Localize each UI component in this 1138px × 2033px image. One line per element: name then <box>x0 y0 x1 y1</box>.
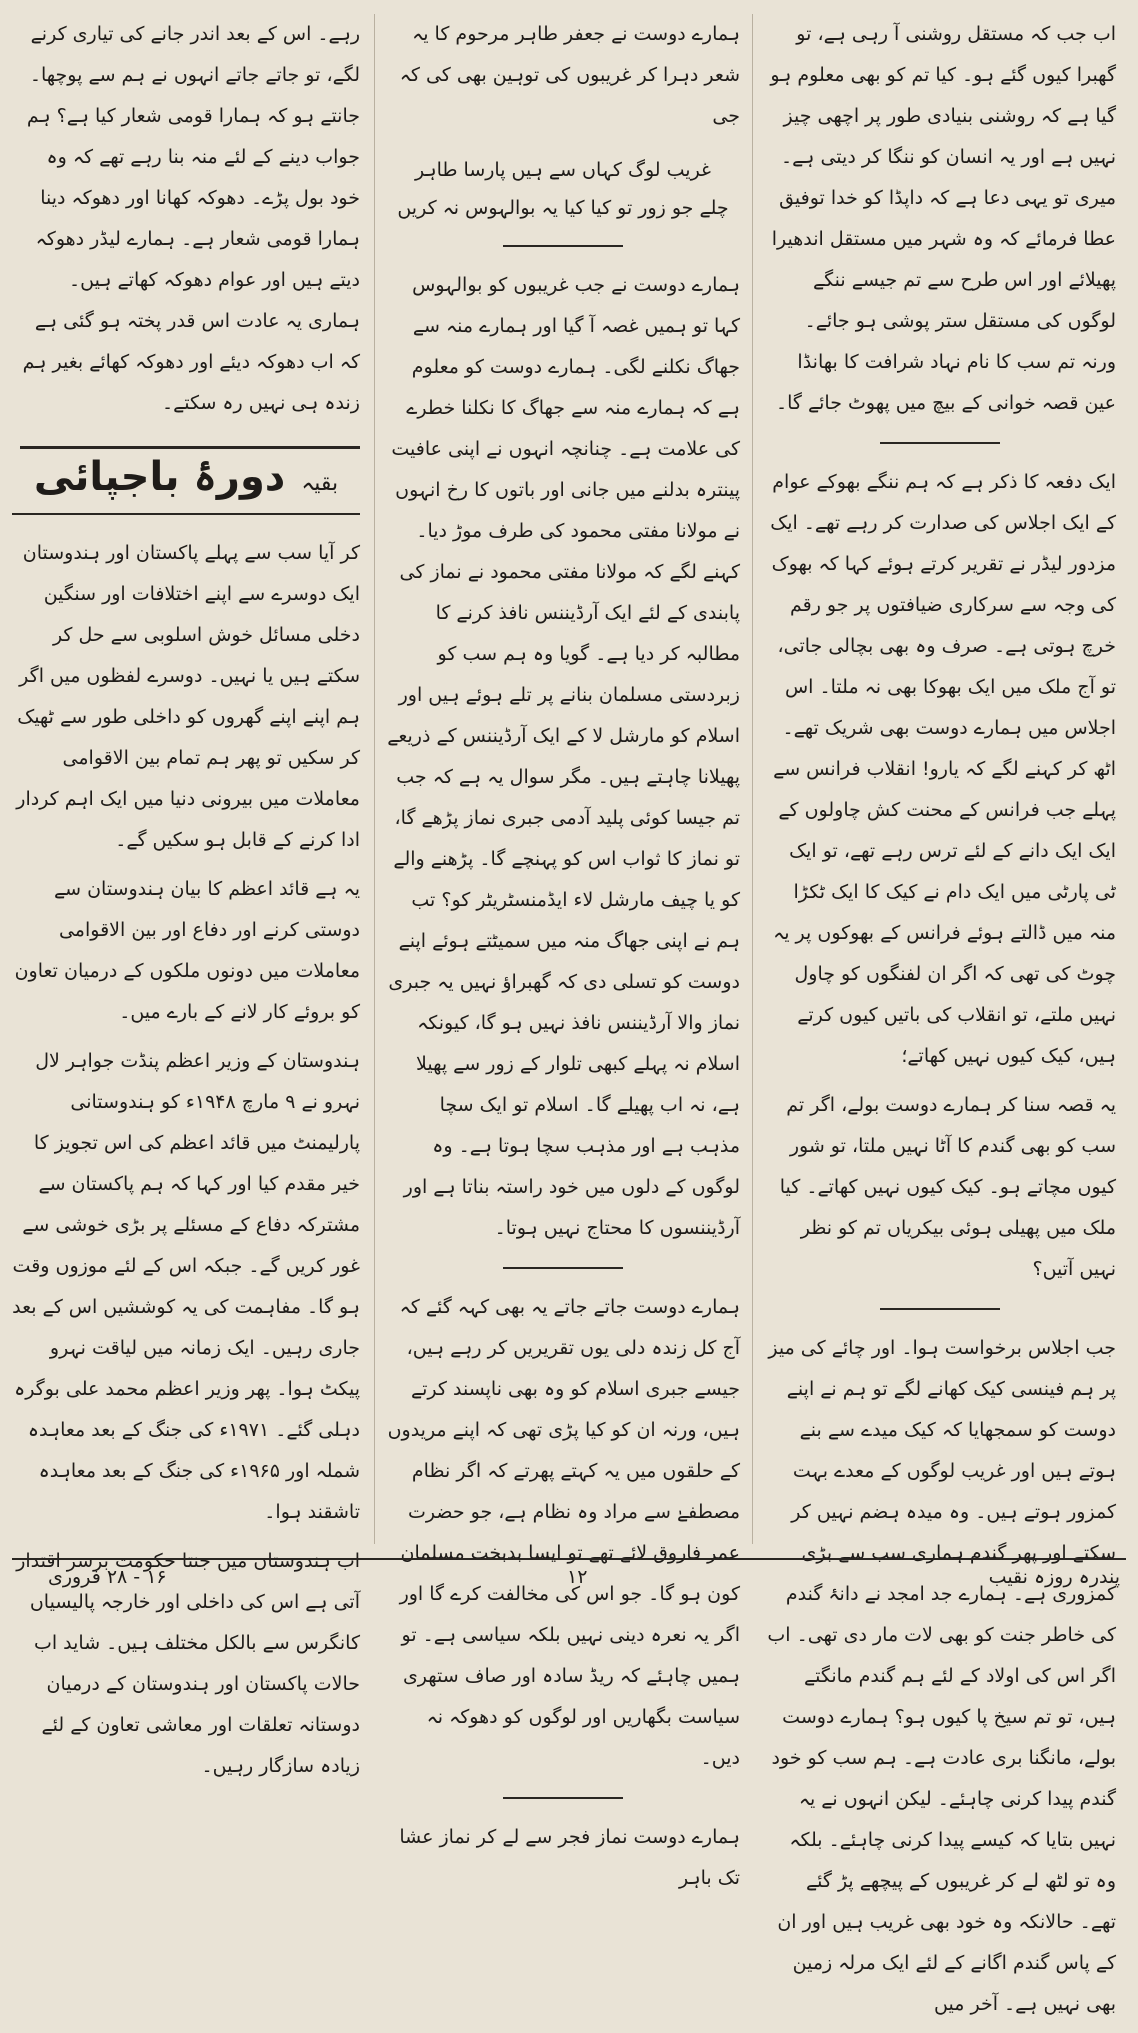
page-footer <box>12 1558 1126 1594</box>
heading-prefix: بقیہ <box>301 471 339 496</box>
section-divider <box>880 1308 1000 1310</box>
paragraph: ایک دفعہ کا ذکر ہے کہ ہم ننگے بھوکے عوام کے ایک اجلاس کی صدارت کر رہے تھے۔ ایک مزدور لیڈر نے تقریر کرتے ہوئے کہا کہ بھوک کی وجہ سے سرکاری ضیافتوں پر جو رقم خرچ ہوتی ہے۔ صرف وہ بھی بچالی جاتی، تو آج ملک میں ایک بھوکا بھی نہ ملتا۔ اس اجلاس میں ہمارے دوست بھی شریک تھے۔ اٹھ کر کہنے لگے کہ یارو! انقلاب فرانس سے پہلے جب فرانس کے محنت کش چاولوں کے ایک ایک دانے کے لئے ترس رہے تھے، تو ایک ٹی پارٹی میں ایک دام نے کیک کا ایک ٹکڑا منہ میں ڈالتے ہوئے فرانس کے بھوکوں پر یہ چوٹ کی تھی کہ اگر ان لفنگوں کو چاول نہیں ملتے، تو انقلاب کی باتیں کیوں کرتے ہیں، کیک کیوں نہیں کھاتے؛ <box>770 471 1116 1067</box>
paragraph: ہمارے دوست نماز فجر سے لے کر نماز عشا تک باہر <box>399 1826 740 1889</box>
paragraph: ہندوستان کے وزیر اعظم پنڈت جواہر لال نہرو نے ۹ مارچ ۱۹۴۸ء کو ہندوستانی پارلیمنٹ میں قائد اعظم کی اس تجویز کا خیر مقدم کیا اور کہا کہ ہم پاکستان سے مشترکہ دفاع کے مسئلے پر بڑی خوشی سے غور کریں گے۔ جبکہ اس کے لئے موزوں وقت ہو گا۔ مفاہمت کی یہ کوششیں اس کے بعد جاری رہیں۔ ایک زمانہ میں لیاقت نہرو پیکٹ ہوا۔ پھر وزیر اعظم محمد علی بوگرہ دہلی گئے۔ ۱۹۷۱ء کی جنگ کے بعد معاہدہ شملہ اور ۱۹۶۵ء کی جنگ کے بعد معاہدہ تاشقند ہوا۔ <box>12 1050 360 1523</box>
section-divider <box>503 245 623 247</box>
column-separator <box>374 14 375 1544</box>
paragraph: یہ ہے قائد اعظم کا بیان ہندوستان سے دوستی کرنے اور دفاع اور بین الاقوامی معاملات میں دونوں ملکوں کے درمیان تعاون کو بروئے کار لانے کے بارے میں۔ <box>14 878 360 1023</box>
section-divider <box>503 1797 623 1799</box>
paragraph: ہمارے دوست نے جعفر طاہر مرحوم کا یہ شعر دہرا کر غریبوں کی توہین بھی کی کہ جی <box>399 23 740 127</box>
column-right <box>764 14 1116 2033</box>
publication-name: پندرہ روزہ نقیب <box>988 1566 1120 1588</box>
paragraph: کر آیا سب سے پہلے پاکستان اور ہندوستان ایک دوسرے سے اپنے اختلافات اور سنگین دخلی مسائل خوش اسلوبی سے حل کر سکتے ہیں یا نہیں۔ دوسرے لفظوں میں اگر ہم اپنے اپنے گھروں کو داخلی طور سے ٹھیک کر سکیں تو پھر ہم تمام بین الاقوامی معاملات میں بیرونی دنیا میں ایک اہم کردار ادا کرنے کے قابل ہو سکیں گے۔ <box>16 542 360 851</box>
paragraph: یہ قصہ سنا کر ہمارے دوست بولے، اگر تم سب کو بھی گندم کا آٹا نہیں ملتا، تو شور کیوں مچاتے ہو۔ کیک کیوں نہیں کھاتے۔ کیا ملک میں پھیلی ہوئی بیکریاں تم کو نظر نہیں آتیں؟ <box>779 1094 1116 1280</box>
paragraph: اب ہندوستان میں جنتا حکومت برسر اقتدار آتی ہے اس کی داخلی اور خارجہ پالیسیاں کانگرس سے بالکل مختلف ہیں۔ شاید اب حالات پاکستان اور ہندوستان کے درمیان دوستانہ تعلقات اور معاشی تعاون کے لئے زیادہ سازگار رہیں۔ <box>16 1550 360 1777</box>
verse-line: غریب لوگ کہاں سے ہیں پارسا طاہر <box>414 159 711 181</box>
heading-title: دورۂ باجپائی <box>33 454 286 500</box>
paragraph: ہمارے دوست جاتے جاتے یہ بھی کہہ گئے کہ آج کل زندہ دلی یوں تقریریں کر رہے ہیں، جیسے جبری اسلام کو وہ بھی ناپسند کرتے ہیں، ورنہ ان کو کیا پڑی تھی کہ اپنے مریدوں کے حلقوں میں یہ کہتے پھرتے کہ اگر نظام مصطفےٰ سے مراد وہ نظام ہے، جو حضرت عمر فاروق لائے تھے تو ایسا بدبخت مسلمان کون ہو گا۔ جو اس کی مخالفت کرے گا اور اگر یہ نعرہ دینی نہیں بلکہ سیاسی ہے۔ تو ہمیں چاہئے کہ ریڈ سادہ اور صاف ستھری سیاست بگھاریں اور لوگوں کو دھوکہ نہ دیں۔ <box>387 1296 740 1769</box>
article-heading <box>12 454 360 515</box>
verse-line: چلے جو زور تو کیا کیا یہ بوالہوس نہ کریں <box>397 197 729 219</box>
paragraph: جب اجلاس برخواست ہوا۔ اور چائے کی میز پر ہم فینسی کیک کھانے لگے تو ہم نے اپنے دوست کو سمجھایا کہ کیک میدے سے بنے ہوتے ہیں اور غریب لوگوں کے معدے بہت کمزور ہوتے ہیں۔ وہ میدہ ہضم نہیں کر سکتے اور پھر گندم ہماری سب سے بڑی کمزوری ہے۔ ہمارے جد امجد نے دانۂ گندم کی خاطر جنت کو بھی لات مار دی تھی۔ اب اگر اس کی اولاد کے لئے ہم گندم مانگتے ہیں، تو تم سیخ پا کیوں ہو؟ ہمارے دوست بولے، مانگنا بری عادت ہے۔ ہم سب کو خود گندم پیدا کرنی چاہئے۔ لیکن انہوں نے یہ نہیں بتایا کہ کیسے پیدا کرنی چاہئے۔ بلکہ وہ تو لٹھ لے کر غریبوں کے پیچھے پڑ گئے تھے۔ حالانکہ وہ خود بھی غریب ہیں اور ان کے پاس گندم اگانے کے لئے ایک مرلہ زمین بھی نہیں ہے۔ آخر میں <box>767 1337 1116 2015</box>
paragraph: ہمارے دوست نے جب غریبوں کو بوالہوس کہا تو ہمیں غصہ آ گیا اور ہمارے منہ سے جھاگ نکلنے لگی۔ ہمارے دوست کو معلوم ہے کہ ہمارے منہ سے جھاگ کا نکلنا خطرے کی علامت ہے۔ چنانچہ انہوں نے اپنی عافیت پینترہ بدلنے میں جانی اور باتوں کا رخ انہوں نے مولانا مفتی محمود کی طرف موڑ دیا۔ کہنے لگے کہ مولانا مفتی محمود نے نماز کی پابندی کے لئے ایک آرڈیننس نافذ کرنے کا مطالبہ کر دیا ہے۔ گویا وہ ہم سب کو زبردستی مسلمان بنانے پر تلے ہوئے ہیں اور اسلام کو مارشل لا کے ایک آرڈیننس کے ذریعے پھیلانا چاہتے ہیں۔ مگر سوال یہ ہے کہ جب تم جیسا کوئی پلید آدمی جبری نماز پڑھے گا، تو نماز کا ثواب اس کو پہنچے گا۔ پڑھنے والے کو یا چیف مارشل لاء ایڈمنسٹریٹر کو؟ تب ہم نے اپنی جھاگ منہ میں سمیٹتے ہوئے اپنے دوست کو تسلی دی کہ گھبراؤ نہیں یہ جبری نماز والا آرڈیننس نافذ نہیں ہو گا، کیونکہ اسلام نہ پہلے کبھی تلوار کے زور سے پھیلا ہے، نہ اب پھیلے گا۔ اسلام تو ایک سچا مذہب ہے اور مذہب سچا ہوتا ہے۔ وہ لوگوں کے دلوں میں خود راستہ بناتا ہے اور آرڈیننسوں کا محتاج نہیں ہوتا۔ <box>387 274 740 1239</box>
section-divider <box>503 1267 623 1269</box>
paragraph: اب جب کہ مستقل روشنی آ رہی ہے، تو گھبرا کیوں گئے ہو۔ کیا تم کو بھی معلوم ہو گیا ہے کہ روشنی بنیادی طور پر اچھی چیز نہیں ہے اور یہ انسان کو ننگا کر دیتی ہے۔ میری تو یہی دعا ہے کہ داپڈا کو خدا توفیق عطا فرمائے کہ وہ شہر میں مستقل اندھیرا پھیلائے اور اس طرح سے تم جیسے ننگے لوگوں کی مستقل ستر پوشی ہو جائے۔ ورنہ تم سب کا نام نہاد شرافت کا بھانڈا عین قصہ خوانی کے بیچ میں پھوٹ جائے گا۔ <box>770 23 1116 414</box>
section-divider <box>20 446 360 449</box>
column-middle <box>386 14 740 1907</box>
column-separator <box>752 14 753 1544</box>
issue-date: ۱۶ - ۲۸ فروری <box>48 1566 167 1588</box>
verse <box>386 151 740 227</box>
page-number: ۱۲ <box>567 1566 588 1588</box>
section-divider <box>880 442 1000 444</box>
paragraph: رہے۔ اس کے بعد اندر جانے کی تیاری کرنے لگے، تو جاتے جاتے انہوں نے ہم سے پوچھا۔ جانتے ہو کہ ہمارا قومی شعار کیا ہے؟ ہم جواب دینے کے لئے منہ بنا رہے تھے کہ وہ خود بول پڑے۔ دھوکہ کھانا اور دھوکہ دینا ہمارا قومی شعار ہے۔ ہمارے لیڈر دھوکہ دیتے ہیں اور عوام دھوکہ کھاتے ہیں۔ ہماری یہ عادت اس قدر پختہ ہو گئی ہے کہ اب دھوکہ دیئے اور دھوکہ کھائے بغیر ہم زندہ ہی نہیں رہ سکتے۔ <box>22 23 360 414</box>
column-left <box>12 14 360 1795</box>
